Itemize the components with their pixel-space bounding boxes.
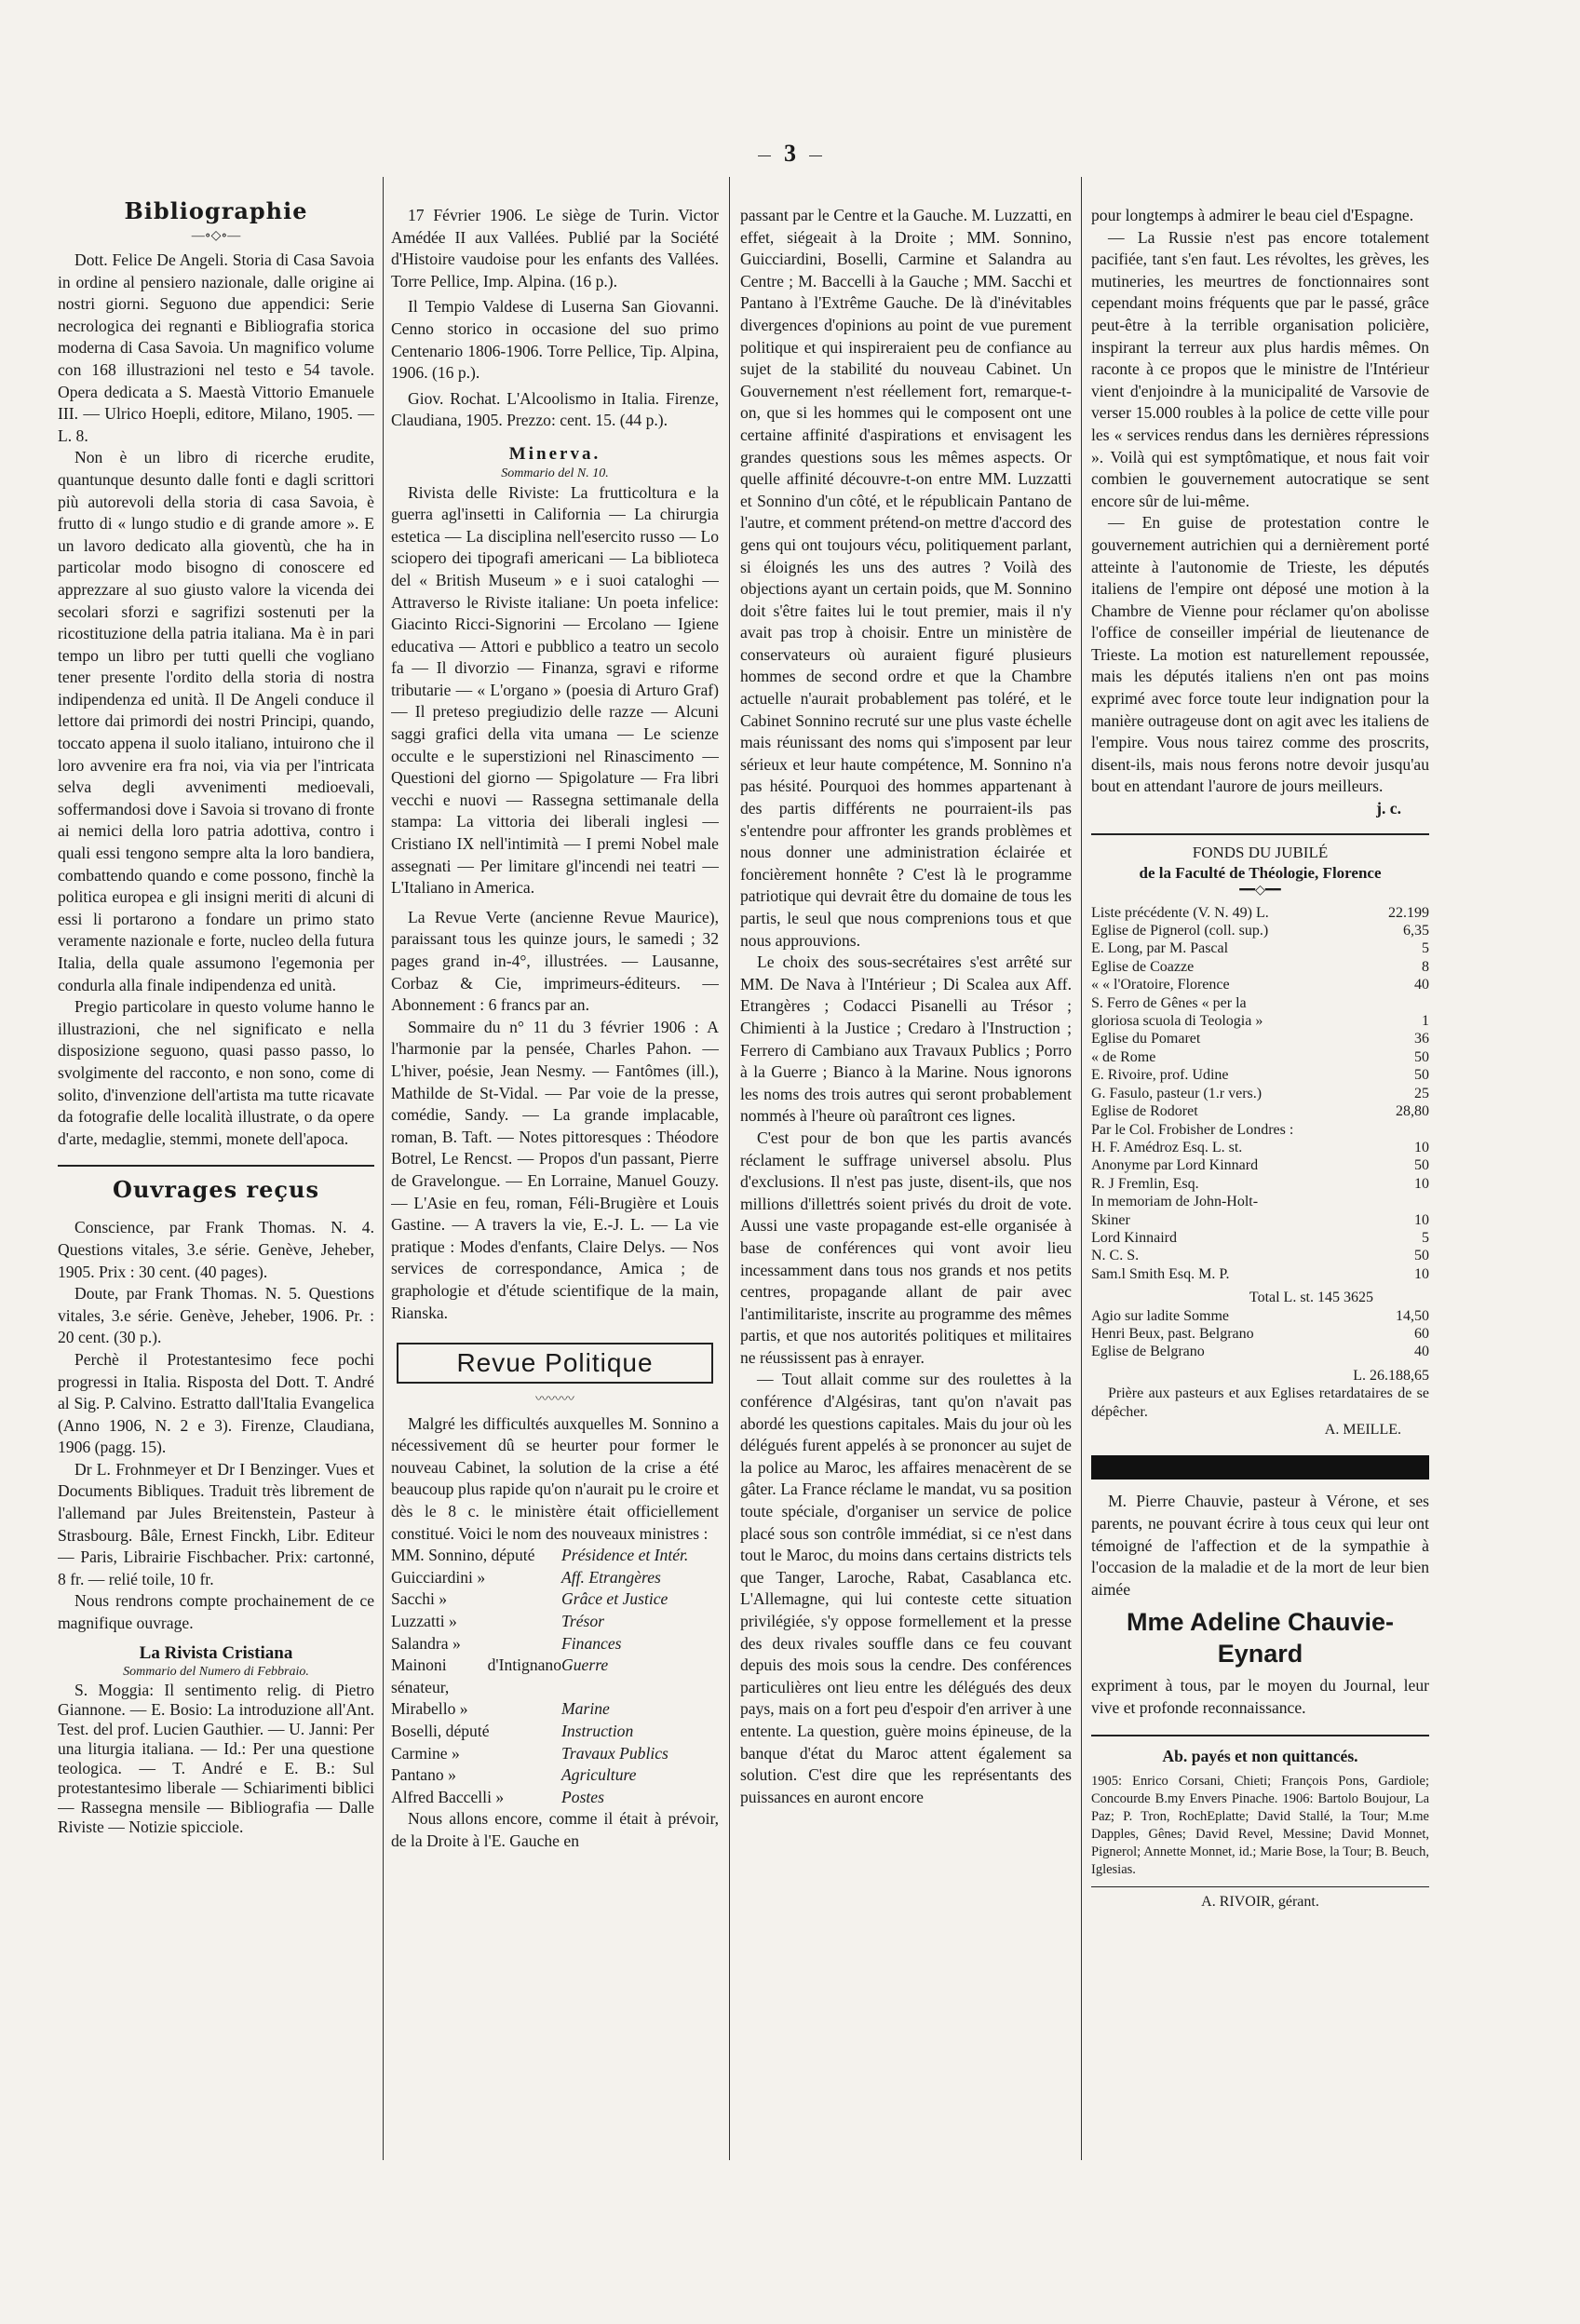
fonds-row-label: E. Long, par M. Pascal <box>1091 940 1229 957</box>
minister-row <box>391 1764 719 1787</box>
fonds-row-label: R. J Fremlin, Esq. <box>1091 1175 1199 1192</box>
minister-row-label: Alfred Baccelli » <box>391 1787 505 1806</box>
fonds-row-label: Eglise de Coazze <box>1091 958 1195 975</box>
fonds-row-value: 8 <box>1422 958 1429 975</box>
column-3 <box>740 177 1072 2151</box>
fonds-row-value: 22.199 <box>1388 904 1429 921</box>
fonds-row-value: 5 <box>1422 940 1429 957</box>
fonds-row <box>1091 1085 1429 1102</box>
fonds-row-label: Lord Kinnaird <box>1091 1229 1177 1246</box>
abonnements-list: 1905: Enrico Corsani, Chieti; François Pons, Gardiole; Concourde B.my Envers Pinache. 1906: Bartolo Boujour, La Paz; P. Tron, RochEplatte; David Stallé, la Tour; M.me Dapples, Gênes; David Revel, Messine; David Monnet, Pignerol; Annette Monnet, id.; Marie Bose, la Tour; B. Beuch, Iglesias. <box>1091 1774 1429 1878</box>
rivista-subtitle: Sommario del Numero di Febbraio. <box>123 1665 309 1680</box>
fonds-row-value: 28,80 <box>1396 1103 1429 1120</box>
minerva-contents: Rivista delle Riviste: La frutticoltura e la guerra agl'insetti in California — La chirurgia estetica — La disciplina nell'esercito russo — Lo sciopero dei tipografi americani — La biblioteca del « British Museum » e i suoi cataloghi — Attraverso le Riviste italiane: Un poeta infelice: Giacinto Ricci-Signorini — Ercolano — Igiene educativa — Attori e pubblico a teatro un secolo fa — Il divorzio — Finanza, sgravi e riforme tributarie — « L'organo » (poesia di Arturo Graf) — Il preteso pregiudizio delle razze — Alcuni saggi grafici della vita umana — Le scienze occulte e le superstizioni nel Rinascimento — Questioni del giorno — Spigolature — Fra libri vecchi e nuovi — Rassegna settimanale della stampa: La vittoria dei liberali inglesi — Cristiano IX nell'intimità — I premi Nobel male assegnati — Per limitare gl'incendi nei teatri — L'Italiano in America. <box>391 482 719 898</box>
fonds-row-label: G. Fasulo, pasteur (1.r vers.) <box>1091 1085 1263 1101</box>
mourning-bar <box>1091 1455 1429 1480</box>
fonds-row <box>1091 1343 1429 1360</box>
fonds-row-value: 50 <box>1414 1157 1429 1174</box>
ouvrage-note: Nous rendrons compte prochainement de ce magnifique ouvrage. <box>58 1591 374 1633</box>
fonds-row-value: 50 <box>1414 1248 1429 1264</box>
ouvrage-entry: Perchè il Protestantesimo fece pochi progressi in Italia. Risposta del Dott. T. André al Sig. P. Calvino. Estratto dall'Italia Evangelica (Anno 1906, N. 2 e 3). Firenze, Claudiana, 1906 (pagg. 15). <box>58 1349 374 1457</box>
fonds-grand-total: L. 26.188,65 <box>1353 1367 1429 1384</box>
fonds-row <box>1091 1102 1429 1120</box>
fonds-row-label: « « l'Oratoire, Florence <box>1091 977 1230 993</box>
minister-row-label: MM. Sonnino, député <box>391 1546 535 1565</box>
fonds-row-value: 36 <box>1414 1031 1429 1047</box>
fonds-row-label: E. Rivoire, prof. Udine <box>1091 1067 1229 1084</box>
ouvrage-entry: Giov. Rochat. L'Alcoolismo in Italia. Firenze, Claudiana, 1905. Prezzo: cent. 15. (44 p.). <box>391 388 719 430</box>
minister-row-value: Finances <box>561 1633 622 1653</box>
column-divider <box>729 177 730 2160</box>
chauvie-notice: M. Pierre Chauvie, pasteur à Vérone, et ses parents, ne pouvant écrire à tous ceux qui leur ont témoigné de l'affection et de la sympathie à l'occasion de la maladie et de la mort de leur bien aimée <box>1091 1492 1429 1599</box>
fonds-row-value: 10 <box>1414 1265 1429 1282</box>
revue-politique-intro: Malgré les difficultés auxquelles M. Sonnino a nécessivement dû se heurter pour former le nouveau Cabinet, la solution de la crise a été beaucoup plus rapide qu'on n'aurait pu le croire et dès le 8 c. le ministère était officiellement constitué. Voici le nom des nouveaux ministres : <box>391 1413 719 1543</box>
fonds-total: Total L. st. 145 3625 <box>1249 1290 1373 1306</box>
ornament: 〰〰〰 <box>535 1392 574 1407</box>
fonds-title: FONDS DU JUBILÉ <box>1192 843 1329 861</box>
biblio-entry: Dott. Felice De Angeli. Storia di Casa Savoia in ordine al pensiero nazionale, dalle origine ai nostri giorni. Seguono due appendici: Serie necrologica dei regnanti e Bibliografia storica moderna di Casa Savoia. Un magnifico volume con 168 illustrazioni nel testo e 54 tavole. Opera dedicata a S. Maestà Vittorio Emanuele III. — Ulrico Hoepli, editore, Milano, 1905. — L. 8. <box>58 250 374 445</box>
fonds-subtitle: de la Faculté de Théologie, Florence <box>1139 863 1382 882</box>
section-rule <box>1091 833 1429 835</box>
revue-politique-text: — En guise de protestation contre le gouvernement autrichien qui a dernièrement porté atteinte à l'autonomie de Trieste, les députés italiens de l'empire ont déposé une motion à la Chambre de Vienne pour réclamer qu'on abolisse l'office de conseiller impérial de lieutenance de Trieste. La motion est naturellement repoussée, mais les députés italiens n'en ont pas moins exprimé avec force toute leur indignation pour la manière outrageuse dont on agit avec les italiens de l'empire. Vous nous tairez comme des proscrits, disent-ils, mais nous ferons notre devoir jusqu'au bout en attendant l'aurore de jours meilleurs. <box>1091 513 1429 796</box>
minister-row-label: Sacchi » <box>391 1589 448 1609</box>
fonds-row-label: « de Rome <box>1091 1048 1156 1065</box>
fonds-row-value: 10 <box>1414 1175 1429 1192</box>
minister-row <box>391 1743 719 1765</box>
minister-row <box>391 1721 719 1743</box>
minister-row <box>391 1545 719 1567</box>
revue-politique-text: pour longtemps à admirer le beau ciel d'Espagne. <box>1091 206 1414 224</box>
minister-row-value: Instruction <box>561 1722 634 1740</box>
abonnements-heading: Ab. payés et non quittancés. <box>1162 1746 1358 1765</box>
fonds-row-value: 1 <box>1422 1013 1429 1030</box>
fonds-row-value: 60 <box>1414 1325 1429 1342</box>
column-2 <box>391 177 719 2151</box>
page-number: 3 <box>0 140 1580 168</box>
fonds-row <box>1091 976 1429 993</box>
minister-row-value: Agriculture <box>561 1765 637 1785</box>
fonds-row <box>1091 939 1429 957</box>
minister-row-value: Guerre <box>561 1655 609 1675</box>
fonds-row <box>1091 1307 1429 1325</box>
minister-row-value: Grâce et Justice <box>561 1589 668 1609</box>
minister-row <box>391 1567 719 1589</box>
section-rule <box>1091 1886 1429 1887</box>
ministers-list <box>391 1545 719 1808</box>
minister-row-label: Mainoni d'Intignano sénateur, <box>391 1655 562 1696</box>
chauvie-notice-2: expriment à tous, par le moyen du Journal, leur vive et profonde reconnaissance. <box>1091 1676 1429 1717</box>
revue-politique-text: passant par le Centre et la Gauche. M. Luzzatti, en effet, siégeait à la Droite ; MM. Sonnino, Guicciardini, Boselli, Carmine et Salandra au Centre ; M. Baccelli à la Gauche ; MM. Sacchi et Pantano à l'Extrême Gauche. De là d'inévitables divergences d'opinions au point de vue purement politique et qui inspireraient peu de confiance au sujet de la stabilité du nouveau Cabinet. Un Gouvernement n'est réellement fort, remarque-t-on, que si les hommes qui le composent ont une certaine affinité d'aspirations et envisagent les grandes questions sous les mêmes aspects. Or quelle affinité découvre-t-on entre MM. Luzzatti et Sonnino d'un côté, et le républicain Pantano de l'autre, et comment prétend-on mettre d'accord des gens qui ont toujours vécu, politiquement parlant, si éloignés les uns des autres ? Voilà des objections ayant un certain poids, que M. Sonnino doit s'être faites lui le tout premier, mais il n'y avait pas trop à choisir. Entre un ministère de conservateurs où auraient figuré plusieurs hommes de second ordre et que la Chambre actuelle n'aurait probablement pas toléré, et le Cabinet Sonnino recruté sur une plus vaste échelle mais réunissant des noms qui s'imposent par leur sérieux et leur haute compétence, M. Sonnino n'a pas hésité. Pourquoi des hommes appartenant à des partis différents ne pourraient-ils pas s'entendre pour affronter les grands problèmes et nous donner une administration éclairée et foncièrement honnête ? C'est là le programme patriotique qui devrait être du domaine de tous les partis, le seul que nous comprenions tous et que nous approuvions. <box>740 206 1072 950</box>
minister-row-value: Marine <box>561 1699 610 1719</box>
deceased-name: Mme Adeline Chauvie-Eynard <box>1126 1608 1395 1669</box>
minister-row-value: Présidence et Intér. <box>561 1546 689 1565</box>
fonds-row-value: 40 <box>1414 1344 1429 1360</box>
fonds-row <box>1091 904 1429 922</box>
fonds-row <box>1091 1193 1429 1210</box>
column-divider <box>383 177 384 2160</box>
fonds-row-label: In memoriam de John-Holt- <box>1091 1194 1259 1210</box>
fonds-row-label: Anonyme par Lord Kinnard <box>1091 1157 1259 1174</box>
fonds-row-label: Agio sur ladite Somme <box>1091 1307 1229 1324</box>
fonds-row <box>1091 1139 1429 1156</box>
fonds-row-value: 50 <box>1414 1067 1429 1084</box>
fonds-row-label: Henri Beux, past. Belgrano <box>1091 1325 1254 1342</box>
fonds-row <box>1091 1048 1429 1066</box>
column-divider <box>1081 177 1082 2160</box>
section-rule <box>58 1165 374 1167</box>
revue-verte-entry: La Revue Verte (ancienne Revue Maurice), paraissant tous les quinze jours, le samedi ; 32 pages grand in-4°, illustrées. — Lausanne, Corbaz & Cie, imprimeurs-éditeurs. — Abonnement : 6 francs par an. <box>391 907 719 1015</box>
column-1 <box>58 177 374 2151</box>
minister-row-value: Aff. Etrangères <box>561 1567 661 1587</box>
ouvrage-entry: Doute, par Frank Thomas. N. 5. Questions vitales, 3.e série. Genève, Jeheber, 1906. Pr. : 20 cent. (30 p.). <box>58 1284 374 1347</box>
revue-politique-text: — La Russie n'est pas encore totalement pacifiée, tant s'en faut. Les révoltes, les grèves, les mutineries, les meurtres de fonctionnaires sont cependant moins fréquents que par le passé, grâce peut-être à la terrible organisation policière, inspirant la terreur aux plus hardis mêmes. On raconte à ce propos que le ministre de l'Intérieur vient d'enjoindre à la municipalité de Varsovie de verser 15.000 roubles à la police de cette ville pour les « services rendus dans les dernières répressions ». Voilà qui est symptômatique, et nous fait voir combien le gouvernement autocratique se sent encore sûr de lui-même. <box>1091 227 1429 510</box>
rivista-contents: S. Moggia: Il sentimento relig. di Pietro Giannone. — E. Bosio: La introduzione all'Ant. Test. del prof. Lucien Gauthier. — U. Janni: Per una liturgia italiana. — Id.: Per una questione teologica. — T. André e E. B.: Sul protestantesimo liberale — Schiarimenti biblici — Rassegna mensile — Bibliografia — Dalle Riviste — Notizie spicciole. <box>58 1681 374 1837</box>
ouvrage-entry: Il Tempio Valdese di Luserna San Giovanni. Cenno storico in occasione del suo primo Centenario 1806-1906. Torre Pellice, Tip. Alpina, 1906. (16 p.). <box>391 297 719 383</box>
signature: j. c. <box>1376 799 1401 818</box>
fonds-row-label: Eglise de Pignerol (coll. sup.) <box>1091 923 1269 939</box>
fonds-row-label: Par le Col. Frobisher de Londres : <box>1091 1121 1294 1138</box>
fonds-row <box>1091 1012 1429 1030</box>
biblio-review: Non è un libro di ricerche erudite, quantunque desunto dalle fonti e dagli scrittori più autorevoli della storia di casa Savoia, è frutto di « lungo studio e di grande amore ». E un lavoro dedicato alla gioventù, che ha in particolar modo bisogno di conoscere ed apprezzare al suo giusto valore la vicenda dei secolari sforzi e sagrifizi sostenuti per la ricostituzione della patria italiana. Ma è in pari tempo un libro per tutti quelli che vogliano tener presente l'ordito della storia di nostra indipendenza ed unità. Il De Angeli conduce il lettore dai primordi dei nostri Principi, quando, toccato appena il suolo italiano, intuirono che il loro avvenire era fra noi, via via per l'intricata selva degli avvenimenti medioevali, soffermandosi dove i Savoia si trovano di fronte ai nemici della loro patria adottiva, contro i quali essi tengono sempre alta la loro bandiera, combattendo quando e come possono, finchè la politica europea e gli insigni meriti di alcuni di essi li portarono a fondare un primo stato veramente nazionale e forte, nucleo della futura Italia, della quale assumono l'egemonia per condurla alla finale indipendenza ed unità. <box>58 448 374 994</box>
fonds-row <box>1091 1211 1429 1229</box>
ouvrage-entry: 17 Février 1906. Le siège de Turin. Victor Amédée II aux Vallées. Publié par la Société d'Histoire vaudoise pour les enfants des Vallées. Torre Pellice, Imp. Alpina. (16 p.). <box>391 206 719 290</box>
minister-row-label: Carmine » <box>391 1743 460 1763</box>
column-4 <box>1091 177 1429 2151</box>
minister-row <box>391 1655 719 1698</box>
fonds-row-label: gloriosa scuola di Teologia » <box>1091 1013 1263 1030</box>
fonds-row <box>1091 1325 1429 1343</box>
fonds-row-value: 6,35 <box>1403 923 1429 939</box>
minister-row <box>391 1787 719 1809</box>
section-rule <box>1091 1735 1429 1736</box>
fonds-row-value: 25 <box>1414 1085 1429 1101</box>
minister-row <box>391 1698 719 1721</box>
ornament: ━━◇━━ <box>1239 883 1281 898</box>
fonds-row-value: 10 <box>1414 1211 1429 1228</box>
minister-row <box>391 1633 719 1655</box>
bibliographie-heading: Bibliographie <box>124 197 308 224</box>
fonds-row <box>1091 1030 1429 1047</box>
minister-row-label: Guicciardini » <box>391 1567 486 1587</box>
revue-politique-text: C'est pour de bon que les partis avancés réclament le suffrage universel absolu. Plus d'exclusions. Il n'est pas juste, disent-ils, que nos millions d'illettrés soient privés du droit de vote. Aussi une vaste propagande est-elle organisée à base de conférences qui vont avoir lieu incessamment dans tous nos grands et nos petits centres, propagande allant de pair avec l'antimilitariste, inscrite au programme des mêmes partis, et que nos autorités politiques et militaires ne réussissent pas à enrayer. <box>740 1128 1072 1367</box>
fonds-row-value: 10 <box>1414 1139 1429 1155</box>
minister-row-label: Pantano » <box>391 1765 456 1785</box>
fonds-row-label: H. F. Amédroz Esq. L. st. <box>1091 1139 1243 1155</box>
minister-row-label: Boselli, député <box>391 1722 490 1740</box>
fonds-row-label: Sam.l Smith Esq. M. P. <box>1091 1265 1230 1282</box>
ouvrage-entry: Conscience, par Frank Thomas. N. 4. Questions vitales, 3.e série. Genève, Jeheber, 1905. Prix : 30 cent. (40 pages). <box>58 1218 374 1281</box>
fonds-row-value: 5 <box>1422 1229 1429 1246</box>
fonds-signature: A. MEILLE. <box>1324 1422 1401 1438</box>
fonds-row <box>1091 1229 1429 1247</box>
fonds-row <box>1091 1156 1429 1174</box>
ouvrages-heading: Ouvrages reçus <box>113 1176 319 1204</box>
fonds-row-label: S. Ferro de Gênes « per la <box>1091 994 1247 1011</box>
revue-politique-text: Le choix des sous-secrétaires s'est arrêté sur MM. De Nava à l'Intérieur ; Di Scalea aux Aff. Etrangères ; Codacci Pisanelli au Trésor ; Chimienti à la Justice ; Credaro à l'Instruction ; Ferrero di Cambiano aux Travaux Publics ; Porro à la Guerre ; Bianco à la Marine. Nous ignorons les noms des trois autres qui seront probablement nommés à l'heure où paraîtront ces lignes. <box>740 953 1072 1126</box>
rivista-title: La Rivista Cristiana <box>139 1642 293 1663</box>
fonds-note: Prière aux pasteurs et aux Eglises retardataires de se dépêcher. <box>1091 1385 1429 1420</box>
gerant-signature: A. RIVOIR, gérant. <box>1201 1894 1319 1911</box>
fonds-row-value: 40 <box>1414 977 1429 993</box>
fonds-row <box>1091 922 1429 939</box>
minister-row-label: Salandra » <box>391 1633 461 1653</box>
minister-row <box>391 1588 719 1611</box>
fonds-row-label: Eglise de Belgrano <box>1091 1344 1205 1360</box>
minister-row-value: Trésor <box>561 1612 604 1631</box>
minerva-subtitle: Sommario del N. 10. <box>501 466 609 480</box>
revue-politique-text: Nous allons encore, comme il était à prévoir, de la Droite à l'E. Gauche en <box>391 1809 719 1850</box>
minerva-title: Minerva. <box>508 443 601 464</box>
revue-verte-sommaire: Sommaire du n° 11 du 3 février 1906 : A l'harmonie par la pensée, Charles Pahon. — L'hiver, poésie, Jean Nesmy. — Fantômes (ill.), Mathilde de St-Vidal. — Par voie de la presse, comédie, Sandy. — La grande implacable, roman, B. Taft. — Notes pittoresques : Théodore Botrel, Le Rencst. — Propos d'un passant, Pierre de Gravelongue. — En Lorraine, Manuel Gouzy. — L'Asie en feu, roman, Féli-Brugière et Louis Gastine. — A travers la vie, E.-J. L. — La vie pratique : Modes d'enfants, Claire Delys. — Nos services de correspondance, Amica ; de graphologie et d'étude scientifique de la main, Rianska. <box>391 1017 719 1322</box>
fonds-row-value: 14,50 <box>1396 1307 1429 1324</box>
fonds-row-label: Eglise du Pomaret <box>1091 1031 1201 1047</box>
fonds-row <box>1091 1247 1429 1264</box>
revue-politique-text: — Tout allait comme sur des roulettes à la conférence d'Algésiras, tant qu'on n'avait pas abordé les questions capitales. Mais du jour où les délégués furent appelés à se prononcer au sujet de la police au Maroc, les affaires menacèrent de se gâter. La France réclame le mandat, vu sa position toute spéciale, d'organiser un service de police placé sous son contrôle immédiat, si ce n'est dans tout le Maroc, du moins dans certains districts tels que Tanger, Laroche, Rabat, Casablanca etc. L'Allemagne, qui lui conteste cette situation privilégiée, s'y oppose formellement et la presse des deux rivales souffle dans ce feu couvant depuis des mois sous la cendre. Des conférences particulières ont lieu entre les délégués des deux pays, mais on a fort peu d'espoir d'en arriver à une entente. La question, guère moins épineuse, de la banque d'état du Maroc attent également sa solution. C'est dire que les représentants des puissances en auront encore <box>740 1370 1072 1806</box>
minister-row <box>391 1611 719 1633</box>
minister-row-label: Mirabello » <box>391 1699 468 1719</box>
biblio-review-2: Pregio particolare in questo volume hanno le illustrazioni, che nel significato e nella disposizione seguono, quasi passo passo, lo svolgimente del racconto, e non sono, come di solito, d'invenzione dell'artista ma tutte ricavate da fotografie delle località illustrate, o da opere d'arte, medaglie, stemmi, monete dell'apoca. <box>58 997 374 1148</box>
minister-row-label: Luzzatti » <box>391 1612 457 1631</box>
fonds-row <box>1091 1121 1429 1139</box>
fonds-list-2 <box>1091 1307 1429 1361</box>
fonds-row <box>1091 1265 1429 1283</box>
fonds-row <box>1091 1066 1429 1084</box>
fonds-row-value: 50 <box>1414 1048 1429 1065</box>
fonds-row-label: Liste précédente (V. N. 49) L. <box>1091 904 1269 921</box>
fonds-row <box>1091 1175 1429 1193</box>
minister-row-value: Postes <box>561 1787 604 1806</box>
fonds-row-label: N. C. S. <box>1091 1248 1140 1264</box>
minister-row-value: Travaux Publics <box>561 1743 668 1763</box>
fonds-list <box>1091 904 1429 1284</box>
fonds-row <box>1091 958 1429 976</box>
fonds-row-label: Skiner <box>1091 1211 1130 1228</box>
ouvrage-entry: Dr L. Frohnmeyer et Dr I Benzinger. Vues et Documents Bibliques. Traduit très librement de l'allemand par Jules Breitenstein, Pasteur à Strasbourg. Bâle, Ernest Finckh, Libr. Editeur — Paris, Librairie Fischbacher. Prix: cartonné, 8 fr. — relié toile, 10 fr. <box>58 1459 374 1588</box>
fonds-row <box>1091 994 1429 1012</box>
fonds-row-label: Eglise de Rodoret <box>1091 1103 1198 1120</box>
ornament: —∘◇∘— <box>191 229 241 243</box>
revue-politique-heading: Revue Politique <box>397 1343 713 1384</box>
